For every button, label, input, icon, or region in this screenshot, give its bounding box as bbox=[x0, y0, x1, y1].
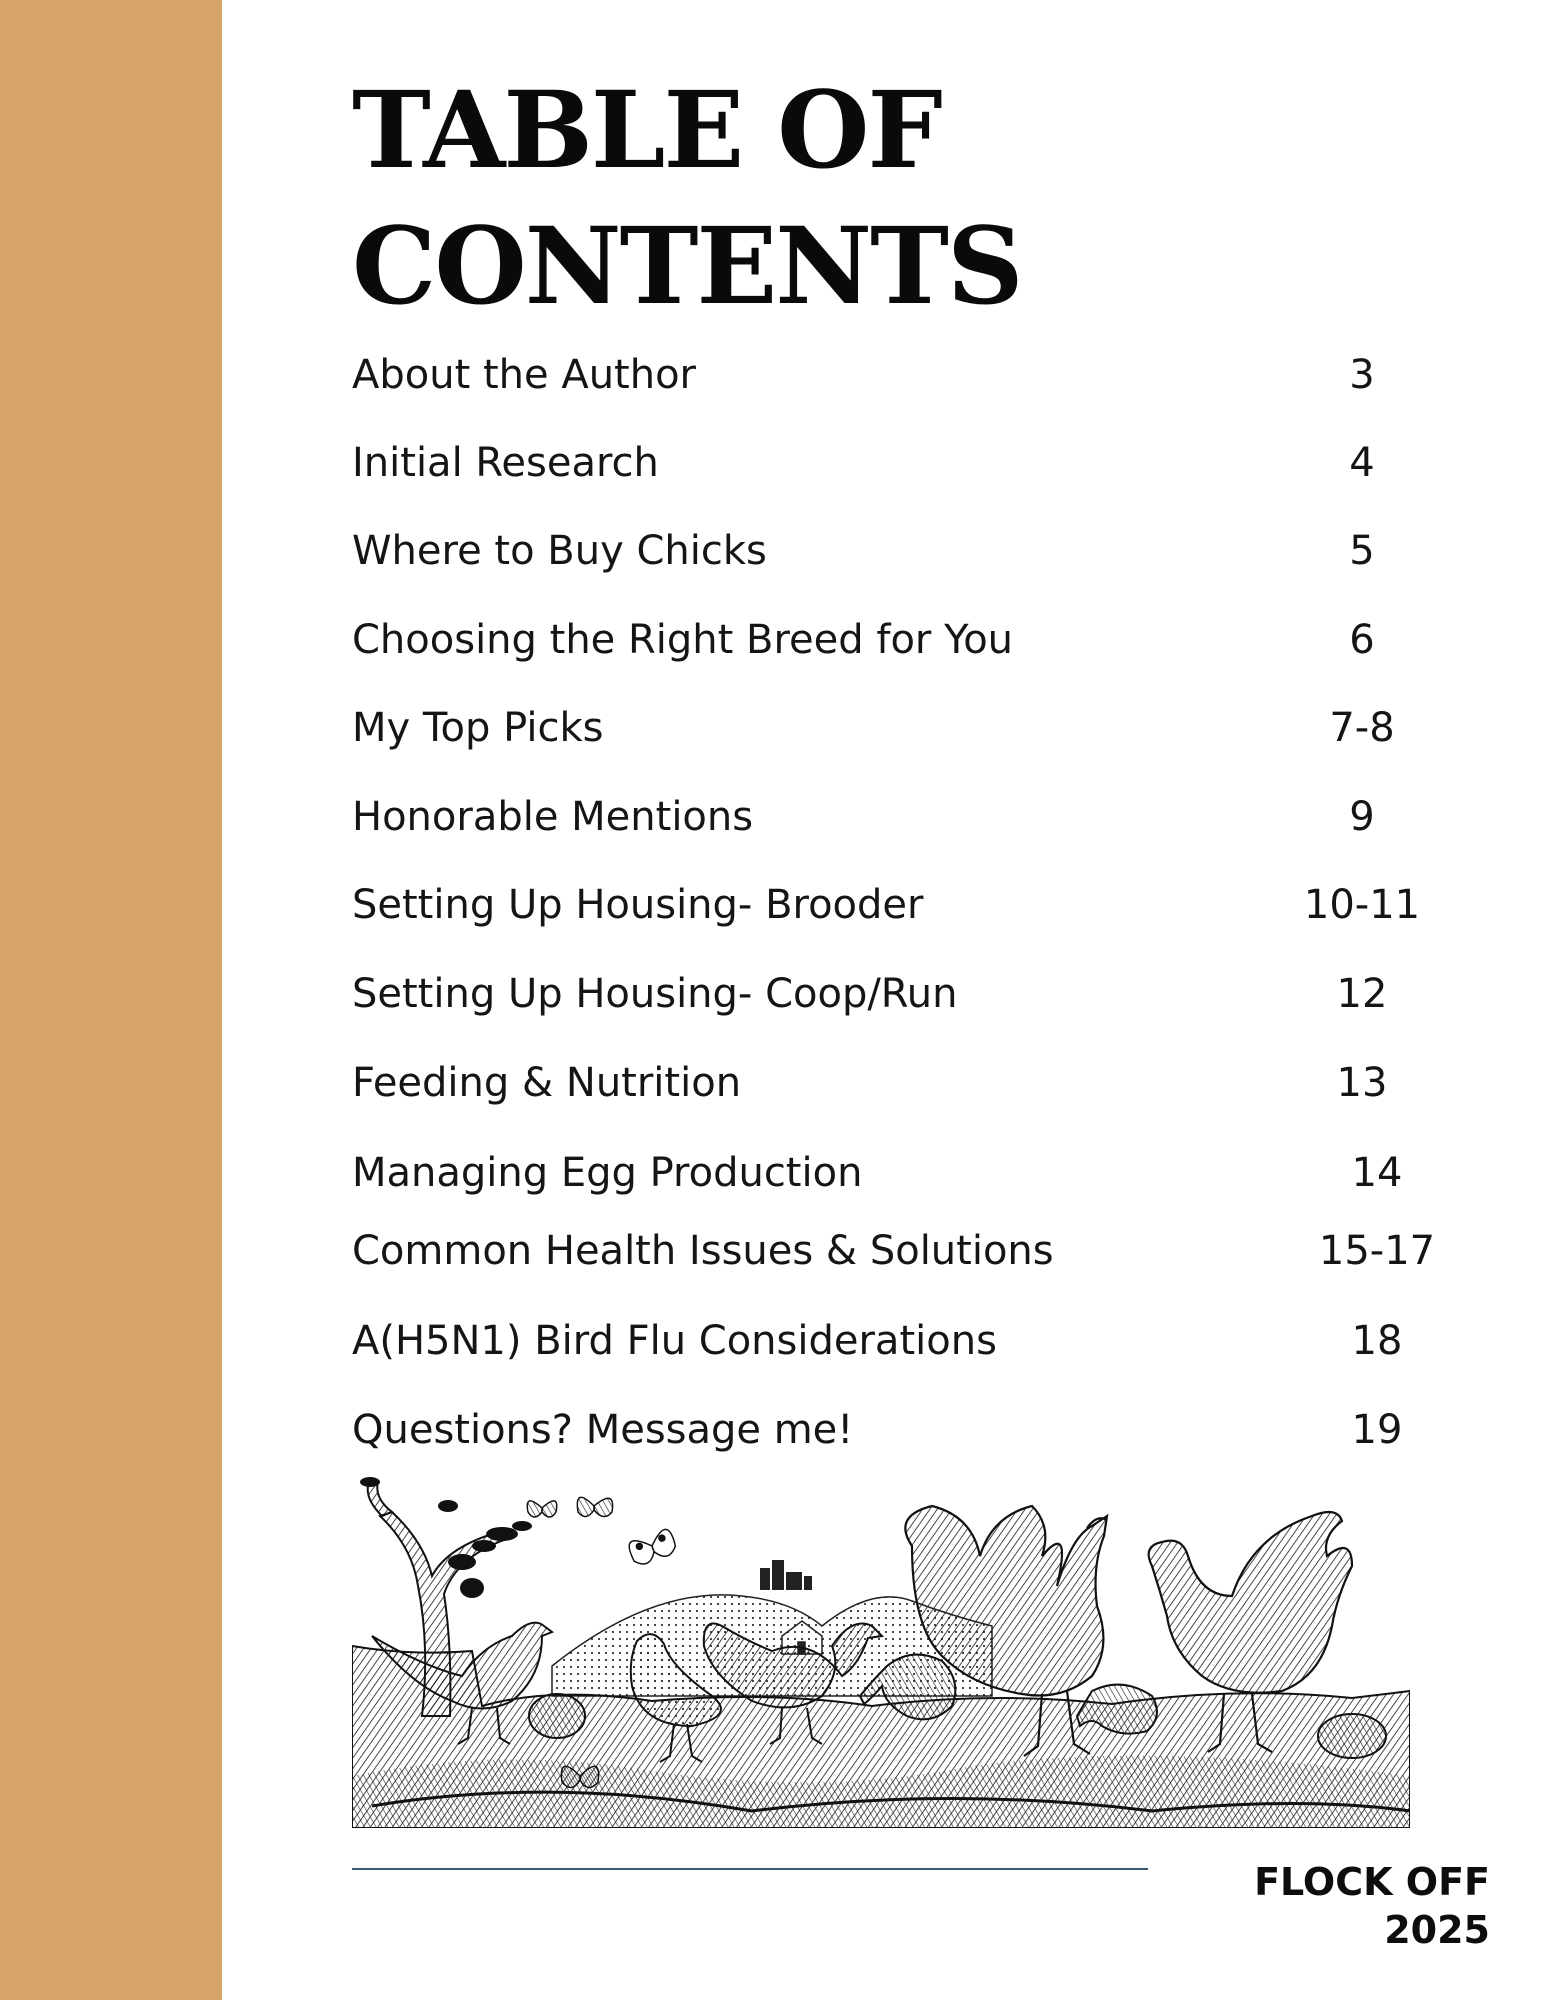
toc-row bbox=[352, 610, 1452, 670]
footer-title: FLOCK OFF bbox=[1254, 1860, 1490, 1904]
toc-entry-label: Honorable Mentions bbox=[352, 794, 754, 840]
toc-entry-label: Setting Up Housing- Coop/Run bbox=[352, 971, 958, 1017]
chickens-engraving-illustration bbox=[352, 1476, 1410, 1828]
toc-row bbox=[352, 1221, 1452, 1281]
toc-entry-page: 10-11 bbox=[1303, 882, 1421, 928]
resting-hen bbox=[1318, 1714, 1386, 1758]
page-title-line-1: TABLE OF bbox=[352, 67, 941, 192]
butterfly-icon bbox=[627, 1528, 678, 1568]
toc-row bbox=[352, 345, 1452, 405]
toc-row bbox=[352, 1400, 1452, 1460]
toc-entry-page: 12 bbox=[1336, 971, 1388, 1017]
toc-entry-label: My Top Picks bbox=[352, 705, 604, 751]
toc-entry-page: 9 bbox=[1349, 794, 1375, 840]
page-title bbox=[352, 62, 1022, 334]
castle bbox=[760, 1560, 812, 1590]
toc-entry-page: 5 bbox=[1349, 528, 1375, 574]
toc-entry-page: 6 bbox=[1349, 617, 1375, 663]
toc-entry-page: 13 bbox=[1336, 1060, 1388, 1106]
butterfly-icon bbox=[577, 1497, 612, 1516]
toc-entry-page: 14 bbox=[1351, 1150, 1403, 1196]
toc-entry-label: Questions? Message me! bbox=[352, 1407, 854, 1453]
toc-row bbox=[352, 964, 1452, 1024]
toc-entry-label: Setting Up Housing- Brooder bbox=[352, 882, 924, 928]
toc-entry-label: Where to Buy Chicks bbox=[352, 528, 767, 574]
toc-entry-label: A(H5N1) Bird Flu Considerations bbox=[352, 1318, 997, 1364]
footer-divider bbox=[352, 1868, 1148, 1870]
sidebar-accent-bar bbox=[0, 0, 222, 2000]
toc-row bbox=[352, 698, 1452, 758]
toc-entry-label: Initial Research bbox=[352, 440, 659, 486]
toc-row bbox=[352, 1053, 1452, 1113]
toc-entry-label: Choosing the Right Breed for You bbox=[352, 617, 1014, 663]
toc-entry-page: 3 bbox=[1349, 352, 1375, 398]
toc-row bbox=[352, 787, 1452, 847]
toc-entry-label: Common Health Issues & Solutions bbox=[352, 1228, 1054, 1274]
footer-brand bbox=[1254, 1858, 1490, 1954]
toc-entry-page: 4 bbox=[1349, 440, 1375, 486]
toc-row bbox=[352, 521, 1452, 581]
toc-entry-page: 15-17 bbox=[1318, 1228, 1436, 1274]
butterfly-icon bbox=[527, 1501, 556, 1517]
toc-entry-page: 19 bbox=[1351, 1407, 1403, 1453]
footer-year: 2025 bbox=[1384, 1908, 1490, 1952]
toc-row bbox=[352, 433, 1452, 493]
toc-entry-label: About the Author bbox=[352, 352, 697, 398]
toc-row bbox=[352, 1143, 1452, 1203]
toc-entry-label: Managing Egg Production bbox=[352, 1150, 863, 1196]
toc-entry-page: 18 bbox=[1351, 1318, 1403, 1364]
page-title-line-2: CONTENTS bbox=[352, 203, 1022, 328]
toc-row bbox=[352, 875, 1452, 935]
small-hen bbox=[529, 1694, 585, 1738]
toc-entry-page: 7-8 bbox=[1329, 705, 1395, 751]
toc-entry-label: Feeding & Nutrition bbox=[352, 1060, 742, 1106]
toc-row bbox=[352, 1311, 1452, 1371]
